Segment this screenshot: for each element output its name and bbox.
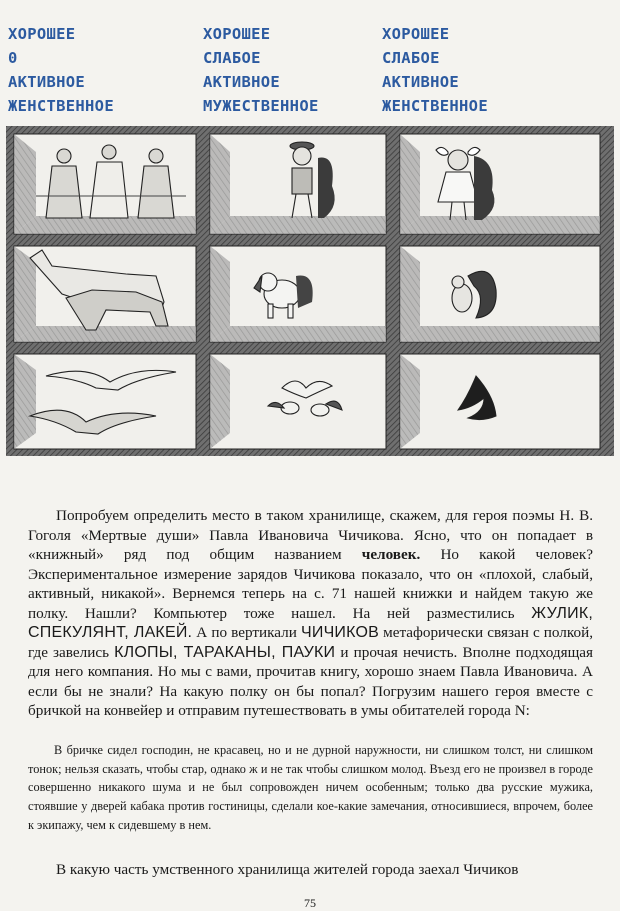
main-paragraph — [28, 506, 593, 721]
heading-line: АКТИВНОЕ — [382, 73, 460, 91]
closing-line — [28, 860, 593, 880]
gogol-quote — [28, 741, 593, 835]
shelves-illustration — [6, 126, 614, 456]
text-run: метафорически связан с полкой, где завелись — [28, 624, 594, 661]
heading-line: ХОРОШЕЕ — [382, 25, 450, 43]
heading-line: СЛАБОЕ — [382, 49, 440, 67]
heading-line: ХОРОШЕЕ — [203, 25, 271, 43]
shelf-words: ЖУЛИК, СПЕКУЛЯНТ, ЛАКЕЙ. — [28, 604, 593, 641]
heading-line: ЖЕНСТВЕННОЕ — [8, 97, 114, 115]
column-heading-2 — [203, 22, 319, 118]
hero-name: ЧИЧИКОВ — [301, 624, 379, 641]
column-heading-1 — [8, 22, 114, 118]
text-run: Но какой человек? Экспериментальное измерение зарядов Чичикова показало, что он «плохой, слабый, активный, никакой». Вернемся теперь на с. 71 нашей книжки и найдем такую же полку. Нашли? Компьютер тоже нашел. На ней разместились — [28, 546, 593, 622]
text-run: А по вертикали — [192, 624, 301, 641]
heading-line: ЖЕНСТВЕННОЕ — [382, 97, 488, 115]
page-number: 75 — [304, 896, 316, 910]
heading-line: АКТИВНОЕ — [8, 73, 86, 91]
heading-line: СЛАБОЕ — [203, 49, 261, 67]
closing-text: В какую часть умственного хранилища жителей города заехал Чичиков — [56, 861, 519, 878]
heading-line: 0 — [8, 49, 18, 67]
column-heading-3 — [382, 22, 488, 118]
heading-line: АКТИВНОЕ — [203, 73, 281, 91]
heading-line: МУЖЕСТВЕННОЕ — [203, 97, 319, 115]
heading-line: ХОРОШЕЕ — [8, 25, 76, 43]
term-human: человек. — [361, 546, 421, 563]
women-drawing — [36, 145, 186, 218]
quote-text: В бричке сидел господин, не красавец, но и не дурной наружности, ни слишком толст, ни слишком тонок; нельзя сказать, чтобы стар, однако ж и не так чтобы слишком молод. Въезд его не произвел в городе совершенно никакого шума и не был сопровожден ничем особенным; только два русские мужика, стоявшие у дверей кабака против гостиницы, сделали кое-какие замечания, относившиеся, впрочем, более к экипажу, чем к сидевшему в нем. — [28, 743, 593, 832]
paragraph-text — [28, 506, 593, 721]
pest-words: КЛОПЫ, ТАРАКАНЫ, ПАУКИ — [114, 643, 336, 661]
text-run: и прочая нечисть. Вполне подходящая для него компания. Но мы с вами, прочитав книгу, хорошо знаем Павла Ивановича. А если бы не знали? На какую полку он бы попал? Погрузим нашего героя вместе с бричкой на конвейер и отправим путешествовать в умы обитателей города N: — [28, 643, 594, 719]
text-run: Попробуем определить место в таком хранилище, скажем, для героя поэмы Н. В. Гоголя «Мертвые души» Павла Ивановича Чичикова. Ясно, что он попадает в «книжный» ряд под общим названием — [28, 507, 593, 563]
